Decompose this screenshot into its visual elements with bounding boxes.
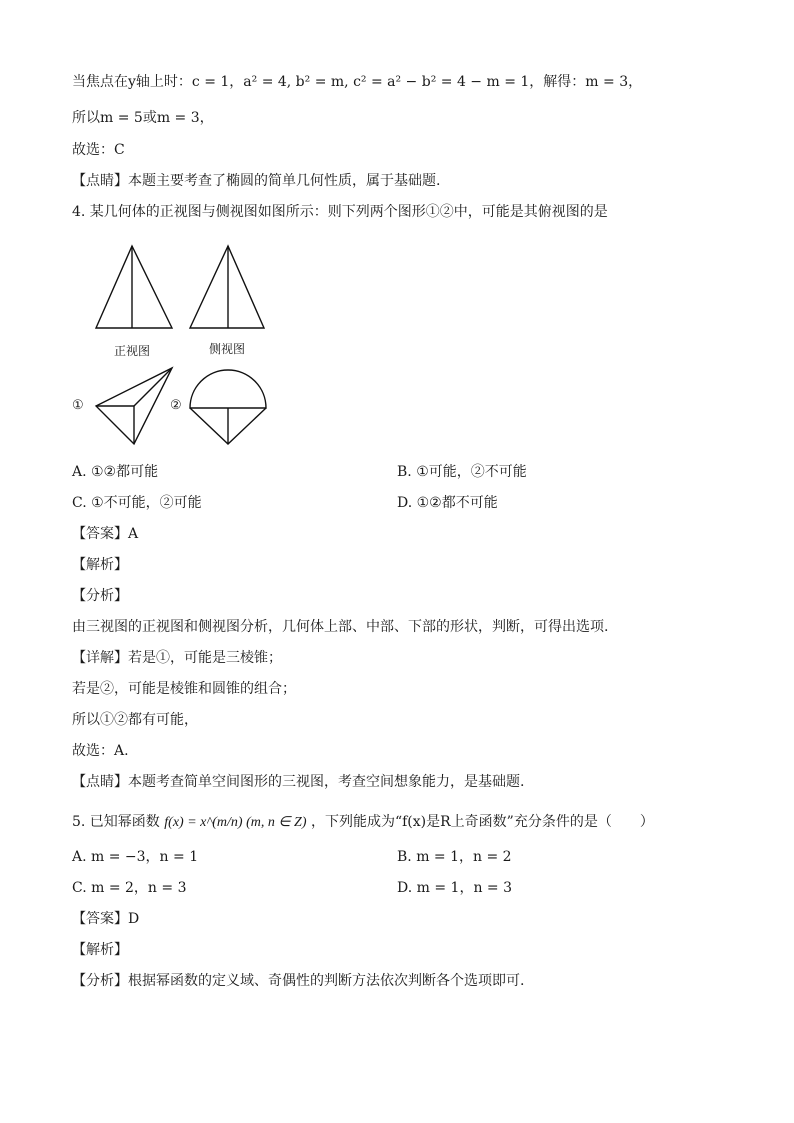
question-5-suffix: ，下列能成为“f(x)是R上奇函数”充分条件的是（ ）: [310, 814, 654, 830]
front-view-caption: 正视图: [114, 344, 151, 358]
front-view-triangle: [96, 246, 172, 328]
option-b: B. ①可能，②不可能: [397, 464, 527, 480]
detail-line: 所以①②都有可能，: [72, 712, 198, 728]
comment-line: 【点睛】本题主要考查了椭圆的简单几何性质，属于基础题.: [72, 173, 441, 189]
detail-line: 若是②，可能是棱锥和圆锥的组合；: [72, 681, 296, 697]
analysis-heading: 【解析】: [72, 557, 128, 573]
option-c: C. m = 2，n = 3: [72, 880, 187, 896]
question-4-stem: 4. 某几何体的正视图与侧视图如图所示：则下列两个图形①②中，可能是其俯视图的是: [72, 204, 608, 220]
option-2-marker: ②: [170, 398, 182, 413]
comment-line: 【点睛】本题考查简单空间图形的三视图，考查空间想象能力，是基础题.: [72, 774, 525, 790]
option-1-marker: ①: [72, 398, 84, 413]
detail-line: 故选：A.: [72, 743, 129, 759]
top-view-1-edge: [134, 368, 172, 406]
option-b: B. m = 1，n = 2: [397, 849, 512, 865]
top-view-2-semicircle: [190, 370, 266, 408]
option-d: D. m = 1，n = 3: [397, 880, 512, 896]
solution-line: 当焦点在y轴上时：c = 1，a² = 4, b² = m, c² = a² − b² = 4 − m = 1，解得：m = 3，: [72, 74, 643, 90]
side-view-caption: 侧视图: [209, 342, 246, 356]
option-a: A. ①②都可能: [72, 464, 159, 480]
option-c: C. ①不可能，②可能: [72, 495, 202, 511]
analysis-text: 【分析】根据幂函数的定义域、奇偶性的判断方法依次判断各个选项即可.: [72, 973, 525, 989]
question-5-stem: [72, 812, 654, 833]
option-a: A. m = −3，n = 1: [72, 849, 199, 865]
question-5-formula: f(x) = x^(m/n) (m, n ∈ Z): [164, 815, 307, 830]
side-view-triangle: [190, 246, 264, 328]
three-view-drawing: [72, 242, 292, 452]
solution-line: 故选：C: [72, 142, 125, 158]
answer-line: 【答案】A: [72, 526, 139, 542]
detail-line: 【详解】若是①，可能是三棱锥；: [72, 650, 282, 666]
analysis-heading: 【解析】: [72, 942, 128, 958]
question-5-prefix: 5. 已知幂函数: [72, 814, 160, 830]
solution-line: 所以m = 5或m = 3，: [72, 110, 214, 126]
option-d: D. ①②都不可能: [397, 495, 498, 511]
analysis-subheading: 【分析】: [72, 588, 128, 604]
three-view-figure: [72, 242, 292, 452]
answer-line: 【答案】D: [72, 911, 140, 927]
analysis-text: 由三视图的正视图和侧视图分析，几何体上部、中部、下部的形状，判断，可得出选项.: [72, 619, 609, 635]
